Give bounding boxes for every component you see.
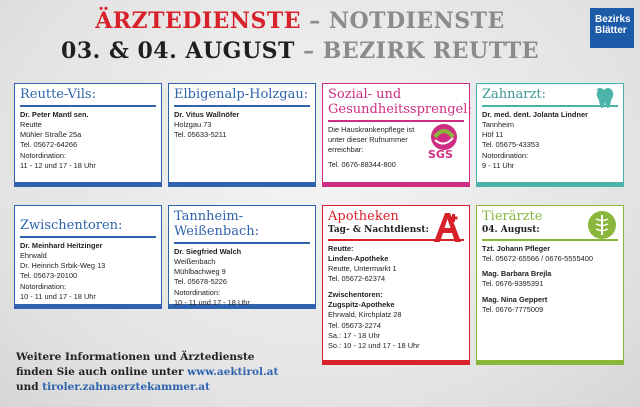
card-title: Apotheken [328,209,399,224]
phone: Tel. 05673-2274 [328,320,382,330]
phone: Tel. 05675-43353 [482,140,540,150]
vet-name: Tzt. Johann Pfleger [482,243,551,253]
pharmacy-a-icon [431,210,463,244]
text-line: Notordination: [174,287,221,297]
region-headline: – BEZIRK REUTTE [294,38,539,64]
text-line: Reutte [20,119,42,129]
card-tieraerzte [476,205,624,365]
hours: 9 - 11 Uhr [482,160,515,170]
card-zwischentoren [14,205,162,309]
text-line: Notordination: [20,150,67,160]
card-subtitle: 04. August: [482,225,540,235]
phone: Tel. 05633-5211 [174,130,227,140]
zahnaerztekammer-link[interactable]: tiroler.zahnaerztekammer.at [42,381,210,393]
card-sozialsprengel [322,83,470,187]
pharmacy-name: Zugspitz-Apotheke [328,299,395,309]
text-line: Holzgau 73 [174,119,212,129]
logo-line-1: Bezirks [595,14,631,25]
hours: Sa.: 17 - 18 Uhr [328,330,381,340]
divider [20,105,156,107]
card-title: Sozial- und [328,87,402,102]
text-line: erreichbar: [328,145,364,155]
sgs-logo-icon [425,122,463,160]
hours: 10 - 11 und 17 - 18 Uhr [20,291,96,301]
card-reutte-vils [14,83,162,187]
sgs-logo-text: SGS [428,148,453,161]
phone: Tel. 05672-64266 [20,140,78,150]
card-elbigenalp-holzgau [168,83,316,187]
pharmacy-location: Zwischentoren: [328,289,383,299]
vet-caduceus-icon [587,210,617,240]
bezirksblaetter-logo [590,8,634,48]
phone: Tel. 0676-88344-800 [328,160,396,170]
doctor-name: Dr. Siegfried Walch [174,246,242,256]
text-line: Notordination: [482,150,529,160]
card-title-line-2: Gesundheitssprengel: [328,102,472,117]
text-line: Die Hauskrankenpflege ist [328,124,415,134]
text-line: Höf 11 [482,130,504,140]
headline-1 [0,8,600,34]
text-line: Reutte, Untermarkt 1 [328,264,397,274]
phone: Tel. 05672-65566 / 0676-5555400 [482,253,593,263]
phone: Tel. 05672-62374 [328,274,386,284]
headline-main: ÄRZTEDIENSTE [95,8,302,34]
text-line: Dr. Heinrich Srbik-Weg 13 [20,261,106,271]
pharmacy-location: Reutte: [328,243,354,253]
card-subtitle: Tag- & Nachtdienst: [328,225,429,235]
phone: Tel. 05673-20100 [20,271,78,281]
card-title: Zwischentoren: [20,218,123,233]
text-line: Mühler Straße 25a [20,130,82,140]
footer-line-1: Weitere Informationen und Ärztedienste [16,351,255,363]
text-line: Mühlbachweg 9 [174,267,226,277]
divider [174,105,310,107]
divider [174,242,310,244]
footer-info [16,350,278,395]
card-title: Reutte-Vils: [20,87,96,102]
pharmacy-name: Linden-Apotheke [328,253,389,263]
card-zahnarzt [476,83,624,187]
card-title: Zahnarzt: [482,87,546,102]
card-title: Elbigenalp-Holzgau: [174,87,309,102]
footer-line-3: und [16,381,43,393]
headline-secondary: – NOTDIENSTE [301,8,505,34]
divider [20,236,156,238]
vet-name: Mag. Barbara Brejla [482,269,552,279]
doctor-name: Dr. Meinhard Heitzinger [20,240,103,250]
text-line: Tannheim [482,119,515,129]
doctor-name: Dr. Vitus Wallnöfer [174,109,240,119]
hours: 10 - 11 und 17 - 18 Uhr [174,297,250,307]
phone: Tel. 05678-5226 [174,277,228,287]
doctor-name: Dr. med. dent. Jolanta Lindner [482,109,588,119]
hours: 11 - 12 und 17 - 18 Uhr [20,160,96,170]
date-headline: 03. & 04. AUGUST [61,38,295,64]
footer-line-2: finden Sie auch online unter [16,366,188,378]
text-line: Ehrwald, Kirchplatz 28 [328,310,402,320]
doctor-name: Dr. Peter Mantl sen. [20,109,89,119]
text-line: Ehrwald [20,250,47,260]
tooth-icon [593,86,615,110]
hours: So.: 10 - 12 und 17 - 18 Uhr [328,341,420,351]
card-title: Tannheim- [174,209,244,224]
card-tannheim-weissenbach [168,205,316,309]
vet-name: Mag. Nina Geppert [482,294,548,304]
text-line: Weißenbach [174,256,216,266]
text-line: Notordination: [20,281,67,291]
phone: Tel. 0676-9395391 [482,279,544,289]
card-title-line-2: Weißenbach: [174,224,260,239]
phone: Tel. 0676-7775009 [482,304,544,314]
logo-line-2: Blätter [595,25,627,36]
card-apotheken [322,205,470,365]
card-title: Tierärzte [482,209,543,224]
text-line: unter dieser Rufnummer [328,134,408,144]
aektirol-link[interactable]: www.aektirol.at [187,366,279,378]
headline-2 [0,38,600,64]
